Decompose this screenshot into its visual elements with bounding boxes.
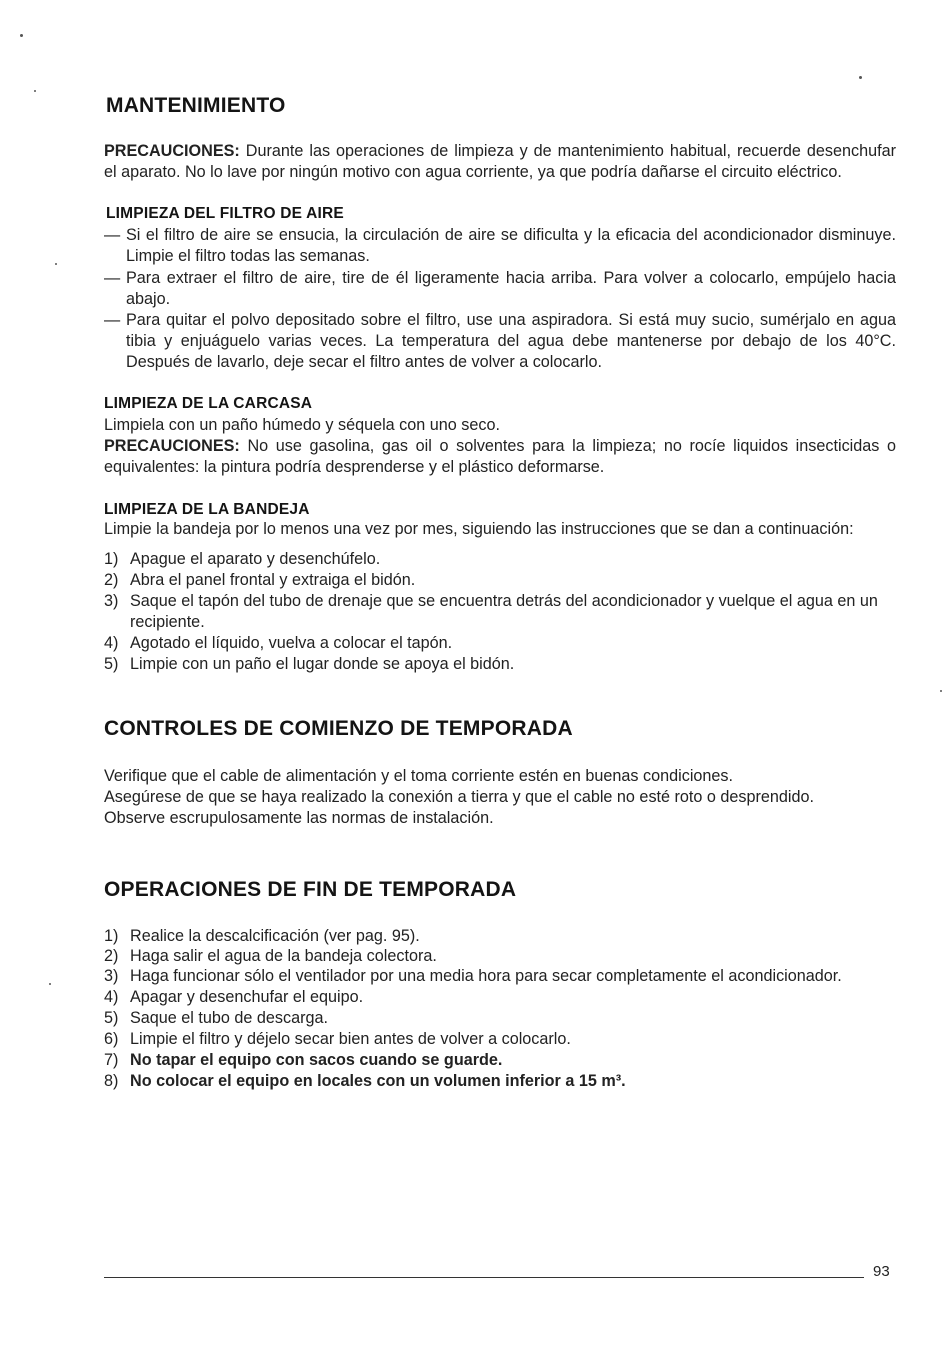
list-item — [104, 310, 896, 373]
section-title-fin: OPERACIONES DE FIN DE TEMPORADA — [104, 878, 517, 901]
list-item-text: Para quitar el polvo depositado sobre el filtro, use una aspiradora. Si está muy sucio, sumérjalo en agua tibia y enjuáguelo varias veces. La temperatura del agua debe mantenerse por debajo de los 40°C. Después de lavarlo, deje secar el filtro antes de volver a colocarlo. — [126, 311, 896, 371]
step-number: 4) — [104, 634, 119, 652]
list-item — [104, 1071, 896, 1092]
bandeja-intro: Limpie la bandeja por lo menos una vez por mes, siguiendo las instrucciones que se dan a continuación: — [104, 520, 854, 538]
carcasa-precauciones — [104, 436, 896, 478]
step-text: Abra el panel frontal y extraiga el bidón. — [130, 571, 416, 589]
page-number: 93 — [873, 1263, 890, 1280]
list-item — [104, 987, 896, 1008]
scan-speck — [20, 34, 23, 37]
carcasa-line: Limpiela con un paño húmedo y séquela con uno seco. — [104, 416, 500, 434]
step-number: 6) — [104, 1030, 119, 1048]
step-text: No tapar el equipo con sacos cuando se guarde. — [130, 1051, 503, 1069]
list-item — [104, 1050, 896, 1071]
list-item — [104, 926, 896, 947]
section-title-mantenimiento: MANTENIMIENTO — [106, 94, 286, 117]
scan-speck — [55, 263, 57, 265]
precauciones-text: Durante las operaciones de limpieza y de mantenimiento habitual, recuerde desenchufar el aparato. No lo lave por ningún motivo con agua corriente, ya que podría dañarse el circuito eléctrico. — [104, 142, 896, 181]
dash-marker: — — [104, 269, 121, 287]
list-item — [104, 549, 896, 570]
scan-speck — [49, 983, 51, 985]
step-number: 3) — [104, 967, 119, 985]
controles-line: Verifique que el cable de alimentación y el toma corriente estén en buenas condiciones. — [104, 767, 734, 785]
subsection-title-bandeja: LIMPIEZA DE LA BANDEJA — [104, 501, 310, 518]
section-title-controles: CONTROLES DE COMIENZO DE TEMPORADA — [104, 717, 573, 740]
list-item-text: Si el filtro de aire se ensucia, la circulación de aire se dificulta y la eficacia del acondicionador disminuye. Limpie el filtro todas las semanas. — [126, 226, 896, 265]
list-item — [104, 654, 896, 675]
precauciones-paragraph — [104, 141, 896, 183]
controles-line: Observe escrupulosamente las normas de instalación. — [104, 809, 494, 827]
step-text: Agotado el líquido, vuelva a colocar el tapón. — [130, 634, 453, 652]
precauciones-text: No use gasolina, gas oil o solventes para la limpieza; no rocíe liquidos insecticidas o equivalentes: la pintura podría desprenderse y el plástico deformarse. — [104, 437, 896, 476]
list-item — [104, 591, 896, 633]
step-text: Realice la descalcificación (ver pag. 95). — [130, 927, 420, 945]
step-number: 8) — [104, 1072, 119, 1090]
step-number: 7) — [104, 1051, 119, 1069]
step-text: Limpie con un paño el lugar donde se apoya el bidón. — [130, 655, 515, 673]
step-number: 5) — [104, 1009, 119, 1027]
list-item-text: Para extraer el filtro de aire, tire de él ligeramente hacia arriba. Para volver a colocarlo, empújelo hacia abajo. — [126, 269, 896, 308]
dash-marker: — — [104, 311, 121, 329]
precauciones-label: PRECAUCIONES: — [104, 437, 240, 455]
list-item — [104, 268, 896, 310]
dash-marker: — — [104, 226, 121, 244]
controles-line: Asegúrese de que se haya realizado la conexión a tierra y que el cable no esté roto o desprendido. — [104, 788, 815, 806]
step-text: No colocar el equipo en locales con un volumen inferior a 15 m³. — [130, 1072, 626, 1090]
list-item — [104, 946, 896, 967]
list-item — [104, 1008, 896, 1029]
list-item — [104, 1029, 896, 1050]
scan-speck — [34, 90, 36, 92]
list-item — [104, 570, 896, 591]
scan-speck — [859, 76, 862, 79]
subsection-title-filtro: LIMPIEZA DEL FILTRO DE AIRE — [106, 205, 344, 222]
subsection-title-carcasa: LIMPIEZA DE LA CARCASA — [104, 395, 313, 412]
list-item — [104, 966, 896, 987]
scan-speck — [940, 690, 942, 692]
step-text: Saque el tapón del tubo de drenaje que se encuentra detrás del acondicionador y vuelque el agua en un recipiente. — [130, 592, 878, 631]
list-item — [104, 633, 896, 654]
step-number: 2) — [104, 947, 119, 965]
step-number: 1) — [104, 550, 119, 568]
list-item — [104, 225, 896, 267]
step-text: Haga salir el agua de la bandeja colectora. — [130, 947, 437, 965]
step-text: Haga funcionar sólo el ventilador por una media hora para secar completamente el acondicionador. — [130, 967, 842, 985]
step-number: 3) — [104, 592, 119, 610]
step-text: Saque el tubo de descarga. — [130, 1009, 328, 1027]
footer-rule — [104, 1277, 864, 1278]
step-number: 2) — [104, 571, 119, 589]
step-number: 4) — [104, 988, 119, 1006]
step-number: 5) — [104, 655, 119, 673]
step-text: Limpie el filtro y déjelo secar bien antes de volver a colocarlo. — [130, 1030, 571, 1048]
step-text: Apague el aparato y desenchúfelo. — [130, 550, 381, 568]
precauciones-label: PRECAUCIONES: — [104, 142, 240, 160]
step-number: 1) — [104, 927, 119, 945]
step-text: Apagar y desenchufar el equipo. — [130, 988, 364, 1006]
